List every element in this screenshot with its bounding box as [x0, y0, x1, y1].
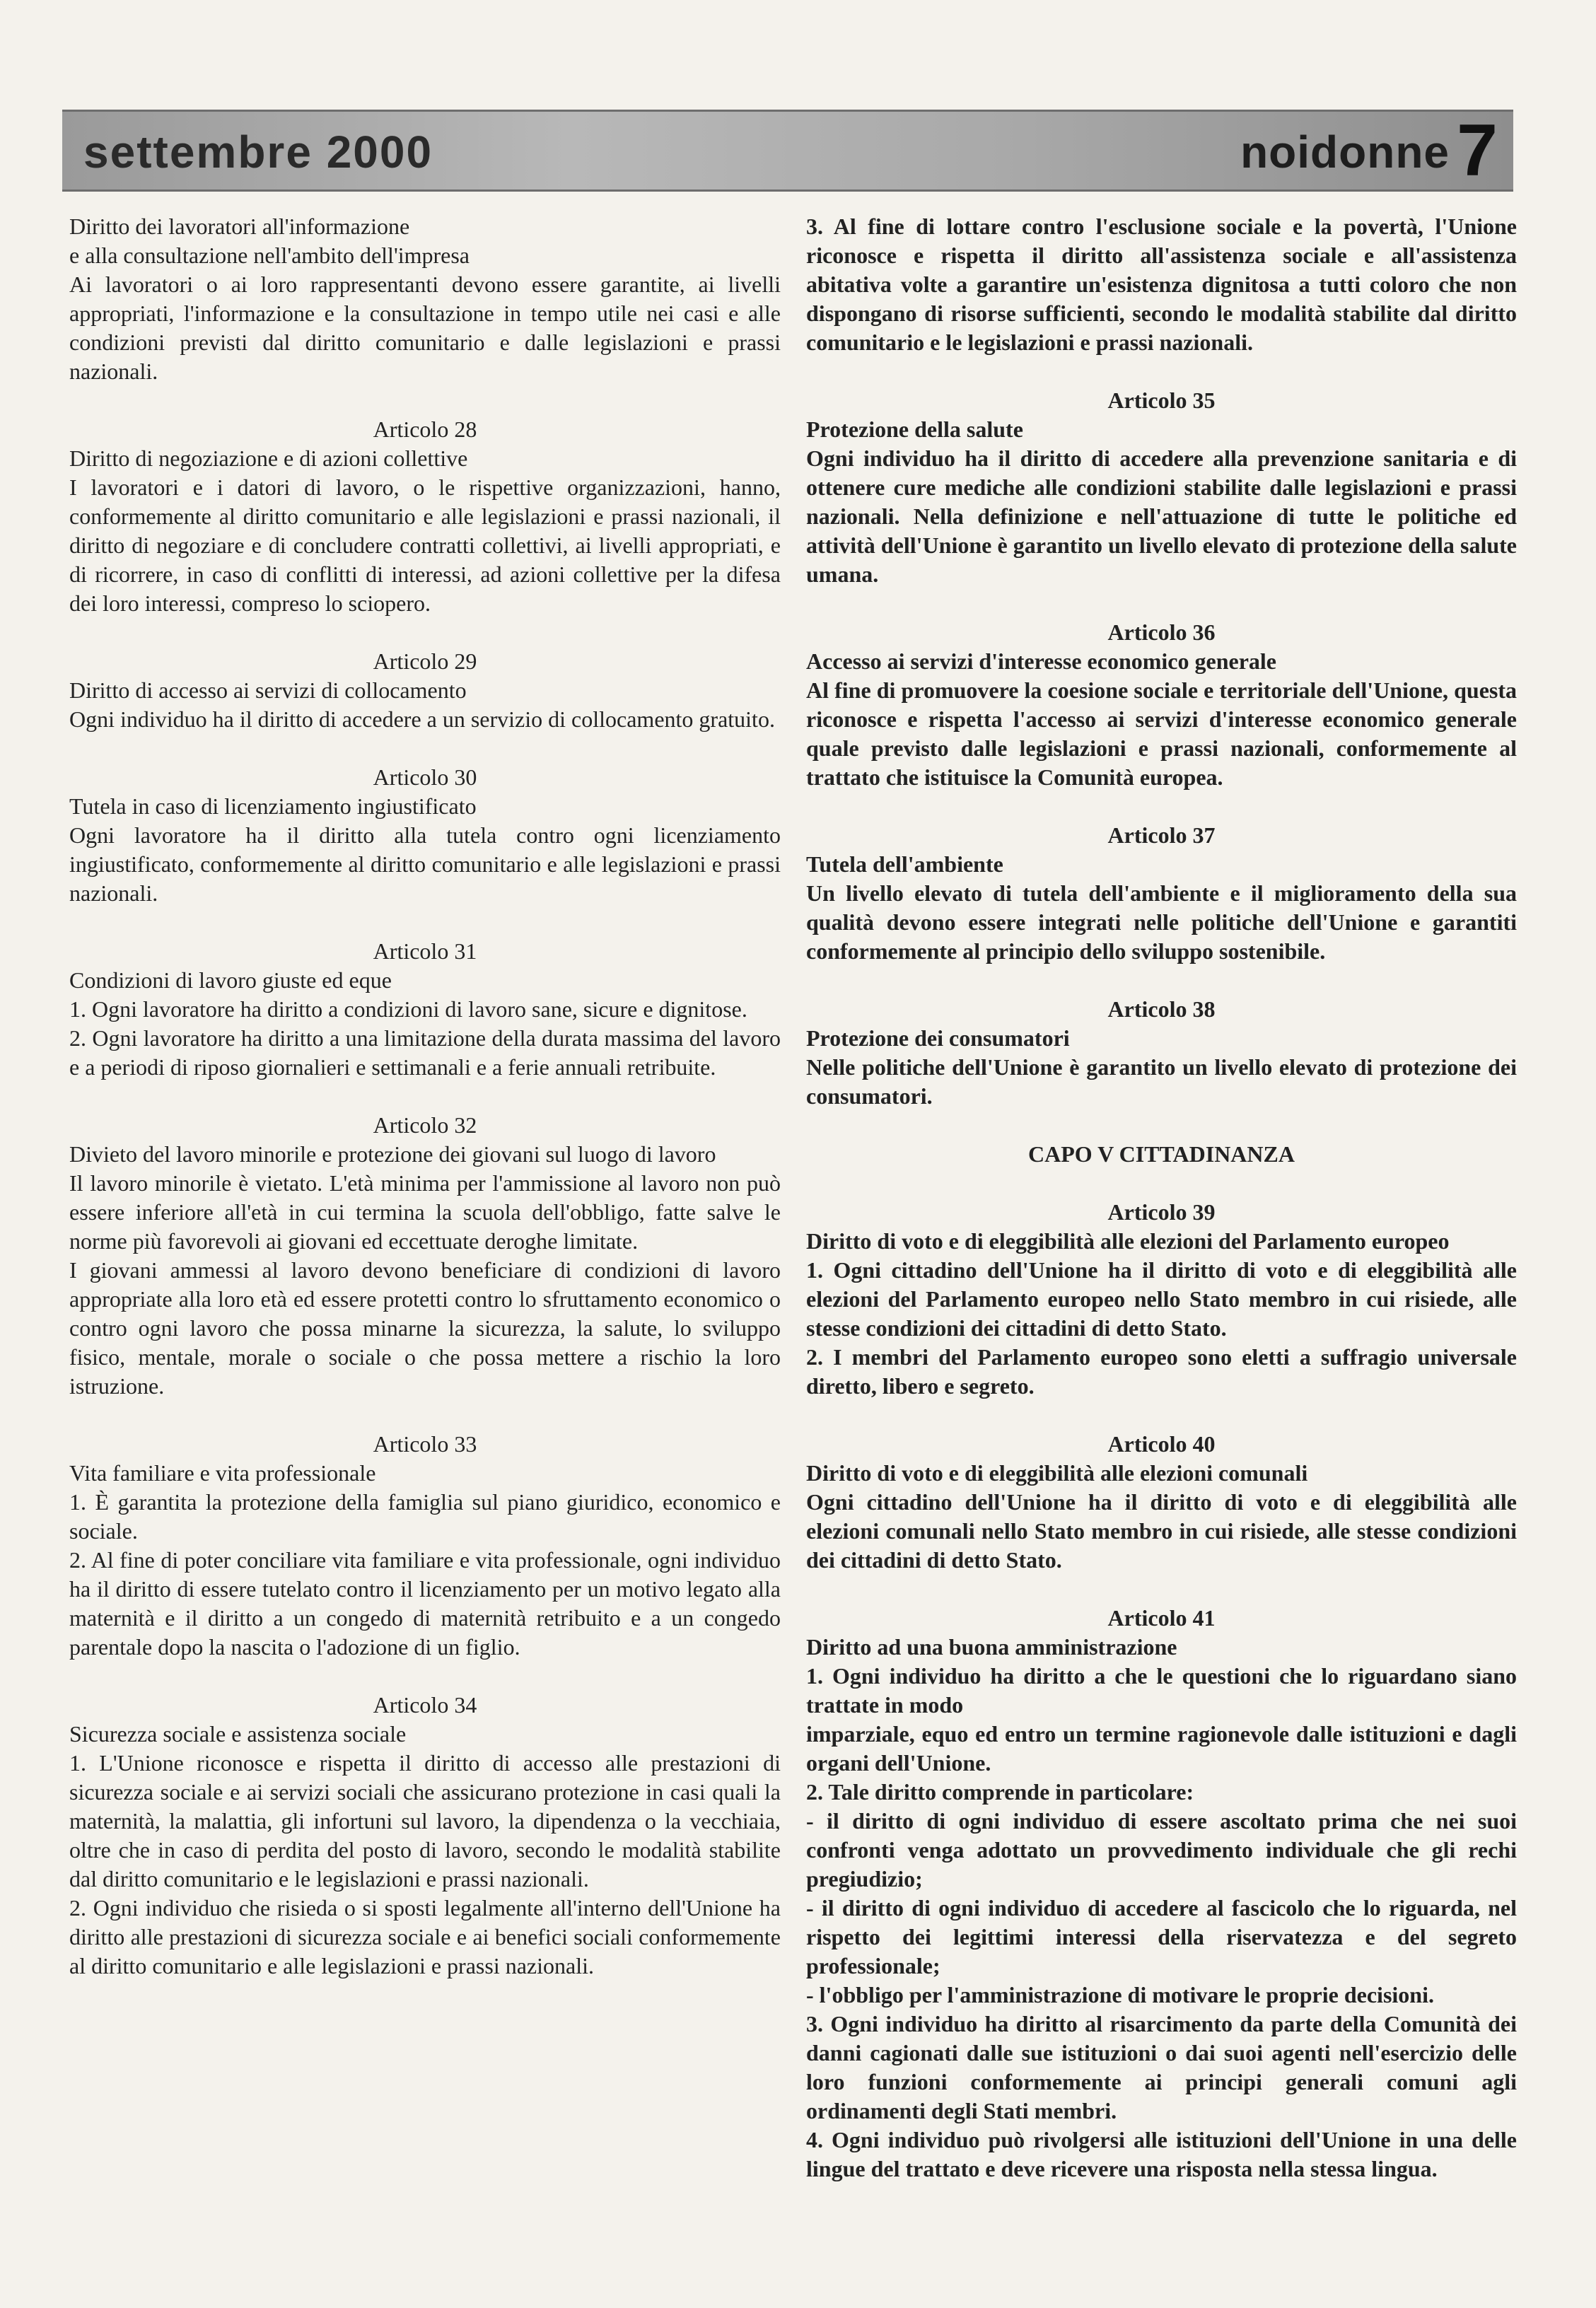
article-block [69, 763, 781, 908]
article-paragraph: 1. Ogni lavoratore ha diritto a condizioni di lavoro sane, sicure e dignitose. [69, 996, 747, 1022]
article-heading: Articolo 37 [1107, 822, 1216, 848]
article-paragraph: - il diritto di ogni individuo di essere ascoltato prima che nei suoi confronti venga adottato un provvedimento individuale che gli rechi pregiudizio; [806, 1808, 1517, 1892]
article-paragraph: Il lavoro minorile è vietato. L'età minima per l'ammissione al lavoro non può essere inferiore all'età in cui termina la scuola dell'obbligo, fatte salve le norme più favorevoli ai giovani ed eccettuate deroghe limitate. [69, 1170, 781, 1254]
article-title: Protezione dei consumatori [806, 1025, 1070, 1051]
right-text-column [806, 212, 1517, 2213]
article-paragraph: - l'obbligo per l'amministrazione di motivare le proprie decisioni. [806, 1982, 1434, 2007]
article-heading: Articolo 40 [1107, 1431, 1216, 1457]
page-header-banner [62, 110, 1513, 192]
article-title: Sicurezza sociale e assistenza sociale [69, 1721, 407, 1747]
article-heading: Articolo 36 [1107, 619, 1216, 645]
article-block [69, 1691, 781, 1981]
article-paragraph: 1. L'Unione riconosce e rispetta il diritto di accesso alle prestazioni di sicurezza sociale e ai servizi sociali che assicurano protezione in casi quali la maternità, la malattia, gli infortuni sul lavoro, la dipendenza o la vecchiaia, oltre che in caso di perdita del posto di lavoro, secondo le modalità stabilite dal diritto comunitario e le legislazioni e prassi nazionali. [69, 1750, 781, 1892]
article-heading: Articolo 33 [373, 1431, 477, 1457]
article-paragraph: Ogni individuo ha il diritto di accedere alla prevenzione sanitaria e di ottenere cure mediche alle condizioni stabilite dalle legislazioni e prassi nazionali. Nella definizione e nell'attuazione di tutte le politiche ed attività dell'Unione è garantito un livello elevato di protezione della salute umana. [806, 445, 1517, 587]
article-paragraph: 2. Al fine di poter conciliare vita familiare e vita professionale, ogni individuo ha il diritto di essere tutelato contro il licenziamento per un motivo legato alla maternità e il diritto a un congedo di maternità retribuito e a un congedo parentale dopo la nascita o l'adozione di un figlio. [69, 1547, 781, 1660]
article-paragraph: 2. I membri del Parlamento europeo sono eletti a suffragio universale diretto, libero e segreto. [806, 1344, 1517, 1399]
article-paragraph: Diritto dei lavoratori all'informazione [69, 214, 410, 239]
article-title: Vita familiare e vita professionale [69, 1460, 376, 1486]
article-paragraph: 2. Ogni lavoratore ha diritto a una limitazione della durata massima del lavoro e a periodi di riposo giornalieri e settimanali e a ferie annuali retribuite. [69, 1025, 781, 1080]
article-heading: Articolo 32 [373, 1112, 477, 1138]
article-paragraph: imparziale, equo ed entro un termine ragionevole dalle istituzioni e dagli organi dell'Unione. [806, 1721, 1517, 1776]
article-paragraph: Ai lavoratori o ai loro rappresentanti devono essere garantite, ai livelli appropriati, l'informazione e la consultazione in tempo utile nei casi e alle condizioni previsti dal diritto comunitario e dalle legislazioni e prassi nazionali. [69, 272, 781, 384]
article-paragraph: Ogni individuo ha il diritto di accedere a un servizio di collocamento gratuito. [69, 706, 775, 732]
article-paragraph: Ogni lavoratore ha il diritto alla tutela contro ogni licenziamento ingiustificato, conformemente al diritto comunitario e alle legislazioni e prassi nazionali. [69, 822, 781, 906]
article-paragraph: I lavoratori e i datori di lavoro, o le rispettive organizzazioni, hanno, conformemente al diritto comunitario e alle legislazioni e prassi nazionali, il diritto di negoziare e di concludere contratti collettivi, ai livelli appropriati, e di ricorrere, in caso di conflitti di interessi, ad azioni collettive per la difesa dei loro interessi, compreso lo sciopero. [69, 474, 781, 616]
article-paragraph: 4. Ogni individuo può rivolgersi alle istituzioni dell'Unione in una delle lingue del trattato e deve ricevere una risposta nella stessa lingua. [806, 2127, 1517, 2181]
article-heading: Articolo 31 [373, 938, 477, 964]
article-heading: Articolo 30 [373, 764, 477, 790]
article-block [806, 1430, 1517, 1575]
article-block [806, 386, 1517, 589]
article-paragraph: Ogni cittadino dell'Unione ha il diritto di voto e di eleggibilità alle elezioni comunali nello Stato membro in cui risiede, alle stesse condizioni dei cittadini di detto Stato. [806, 1489, 1517, 1573]
article-paragraph: 3. Al fine di lottare contro l'esclusione sociale e la povertà, l'Unione riconosce e rispetta il diritto all'assistenza sociale e all'assistenza abitativa volte a garantire un'esistenza dignitosa a tutti coloro che non dispongano di risorse sufficienti, secondo le modalità stabilite dal diritto comunitario e le legislazioni e prassi nazionali. [806, 214, 1517, 355]
left-text-column [69, 212, 781, 2010]
article-block [69, 212, 781, 386]
article-title: Accesso ai servizi d'interesse economico generale [806, 648, 1276, 674]
article-paragraph: 1. Ogni cittadino dell'Unione ha il diritto di voto e di eleggibilità alle elezioni del Parlamento europeo nello Stato membro in cui risiede, alle stesse condizioni dei cittadini di detto Stato. [806, 1257, 1517, 1341]
article-heading: Articolo 35 [1107, 387, 1216, 413]
article-block [806, 821, 1517, 966]
article-heading: Articolo 41 [1107, 1605, 1216, 1631]
article-paragraph: 1. È garantita la protezione della famiglia sul piano giuridico, economico e sociale. [69, 1489, 781, 1544]
issue-date: settembre 2000 [83, 127, 433, 177]
article-title: Tutela in caso di licenziamento ingiustificato [69, 793, 477, 819]
article-block [806, 1198, 1517, 1401]
article-title: Diritto di voto e di eleggibilità alle elezioni comunali [806, 1460, 1308, 1486]
article-title: Diritto di negoziazione e di azioni collettive [69, 445, 468, 471]
article-block [69, 937, 781, 1082]
article-title: Diritto ad una buona amministrazione [806, 1634, 1177, 1660]
article-heading: Articolo 28 [373, 416, 477, 442]
article-title: Diritto di voto e di eleggibilità alle elezioni del Parlamento europeo [806, 1228, 1450, 1254]
article-paragraph: e alla consultazione nell'ambito dell'impresa [69, 243, 470, 268]
article-title: Diritto di accesso ai servizi di collocamento [69, 677, 467, 703]
article-block [69, 647, 781, 734]
article-block [806, 212, 1517, 357]
article-heading: Articolo 29 [373, 648, 477, 674]
article-block [806, 618, 1517, 792]
article-block [69, 415, 781, 618]
article-paragraph: I giovani ammessi al lavoro devono beneficiare di condizioni di lavoro appropriate alla loro età ed essere protetti contro lo sfruttamento economico o contro ogni lavoro che possa minarne la sicurezza, la salute, lo sviluppo fisico, mentale, morale o sociale o che possa mettere a rischio la loro istruzione. [69, 1257, 781, 1399]
article-title: Divieto del lavoro minorile e protezione dei giovani sul luogo di lavoro [69, 1141, 716, 1167]
article-paragraph: Nelle politiche dell'Unione è garantito un livello elevato di protezione dei consumatori. [806, 1054, 1517, 1109]
article-heading: Articolo 38 [1107, 996, 1216, 1022]
article-title: Protezione della salute [806, 416, 1023, 442]
article-paragraph: 1. Ogni individuo ha diritto a che le questioni che lo riguardano siano trattate in modo [806, 1663, 1517, 1718]
article-paragraph: 2. Tale diritto comprende in particolare: [806, 1779, 1194, 1805]
article-block [69, 1430, 781, 1662]
article-heading: Articolo 39 [1107, 1199, 1216, 1225]
article-title: Condizioni di lavoro giuste ed eque [69, 967, 392, 993]
article-title: Tutela dell'ambiente [806, 851, 1003, 877]
article-heading: Articolo 34 [373, 1692, 477, 1718]
article-paragraph: Al fine di promuovere la coesione sociale e territoriale dell'Unione, questa riconosce e rispetta l'accesso ai servizi d'interesse economico generale quale previsto dalle legislazioni e prassi nazionali, conformemente al trattato che istituisce la Comunità europea. [806, 677, 1517, 790]
article-block [806, 995, 1517, 1111]
article-paragraph: 3. Ogni individuo ha diritto al risarcimento da parte della Comunità dei danni cagionati dalle sue istituzioni o dai suoi agenti nell'esercizio delle loro funzioni conformemente ai principi generali comuni agli ordinamenti degli Stati membri. [806, 2011, 1517, 2123]
article-block [69, 1111, 781, 1401]
page-number: 7 [1457, 110, 1498, 192]
chapter-heading: CAPO V CITTADINANZA [1028, 1141, 1295, 1167]
magazine-title: noidonne [1240, 127, 1450, 177]
article-block [806, 1604, 1517, 2184]
article-paragraph: - il diritto di ogni individuo di accedere al fascicolo che lo riguarda, nel rispetto dei legittimi interessi della riservatezza e del segreto professionale; [806, 1895, 1517, 1978]
article-paragraph: Un livello elevato di tutela dell'ambiente e il miglioramento della sua qualità devono essere integrati nelle politiche dell'Unione e garantiti conformemente al principio dello sviluppo sostenibile. [806, 880, 1517, 964]
article-paragraph: 2. Ogni individuo che risieda o si sposti legalmente all'interno dell'Unione ha diritto alle prestazioni di sicurezza sociale e ai benefici sociali conformemente al diritto comunitario e alle legislazioni e prassi nazionali. [69, 1895, 781, 1978]
